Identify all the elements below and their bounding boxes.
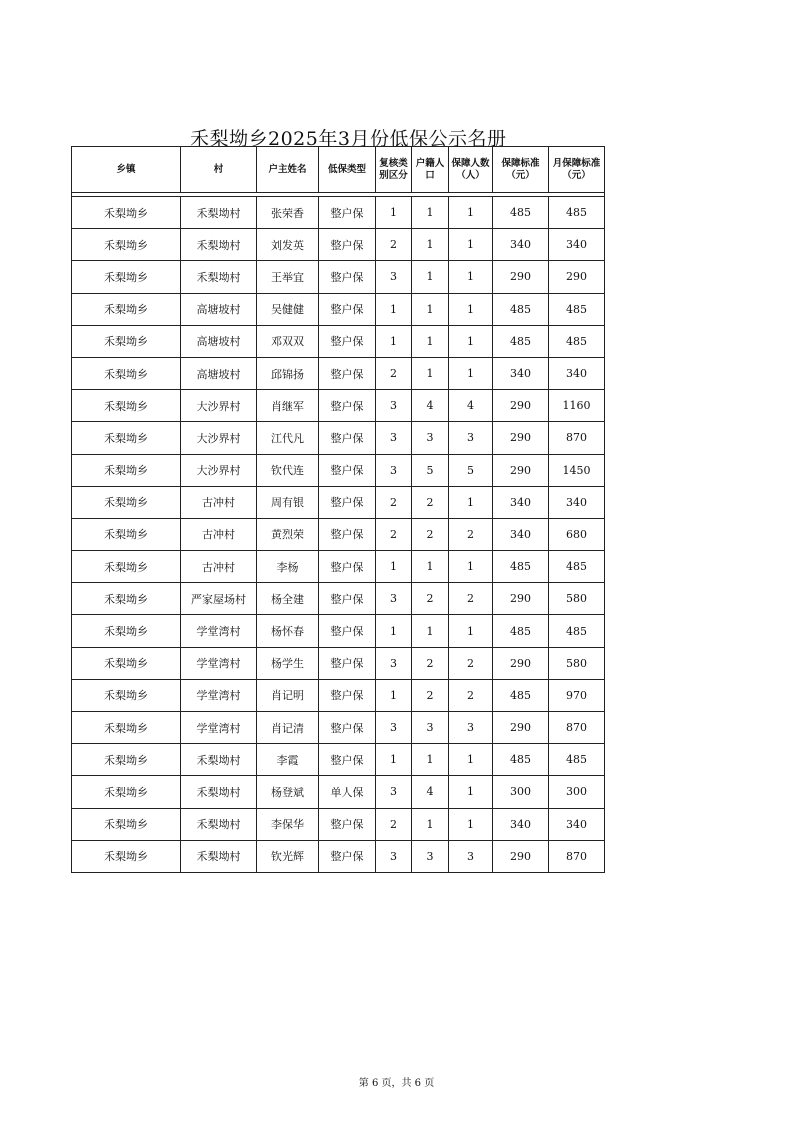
cell-householder-name: 李杨 — [257, 551, 319, 583]
table-row — [72, 390, 605, 422]
cell-covered-persons: 2 — [449, 518, 493, 550]
cell-benefit-standard: 340 — [493, 518, 549, 550]
cell-householder-name: 钦代连 — [257, 454, 319, 486]
cell-benefit-type: 整户保 — [319, 615, 376, 647]
cell-registered-population: 2 — [412, 518, 449, 550]
cell-benefit-standard: 290 — [493, 390, 549, 422]
cell-review-category: 2 — [376, 486, 412, 518]
cell-monthly-benefit: 870 — [549, 422, 605, 454]
cell-householder-name: 钦光辉 — [257, 840, 319, 872]
cell-township: 禾梨坳乡 — [72, 390, 181, 422]
cell-village: 高塘坡村 — [181, 357, 257, 389]
cell-benefit-type: 整户保 — [319, 261, 376, 293]
cell-monthly-benefit: 485 — [549, 744, 605, 776]
cell-monthly-benefit: 485 — [549, 293, 605, 325]
cell-covered-persons: 1 — [449, 325, 493, 357]
cell-village: 古冲村 — [181, 551, 257, 583]
cell-benefit-type: 整户保 — [319, 647, 376, 679]
header-review-category: 复核类别区分 — [376, 147, 412, 193]
cell-householder-name: 周有银 — [257, 486, 319, 518]
cell-registered-population: 3 — [412, 422, 449, 454]
cell-village: 学堂湾村 — [181, 647, 257, 679]
cell-covered-persons: 1 — [449, 261, 493, 293]
cell-registered-population: 2 — [412, 486, 449, 518]
header-benefit-type: 低保类型 — [319, 147, 376, 193]
cell-township: 禾梨坳乡 — [72, 518, 181, 550]
cell-monthly-benefit: 870 — [549, 840, 605, 872]
table-row — [72, 679, 605, 711]
cell-benefit-standard: 340 — [493, 808, 549, 840]
cell-covered-persons: 1 — [449, 744, 493, 776]
cell-benefit-type: 整户保 — [319, 551, 376, 583]
table-row — [72, 840, 605, 872]
cell-review-category: 1 — [376, 679, 412, 711]
cell-benefit-type: 整户保 — [319, 486, 376, 518]
cell-householder-name: 张荣香 — [257, 197, 319, 229]
cell-householder-name: 肖记明 — [257, 679, 319, 711]
cell-township: 禾梨坳乡 — [72, 615, 181, 647]
cell-householder-name: 邱锦扬 — [257, 357, 319, 389]
cell-householder-name: 李保华 — [257, 808, 319, 840]
cell-review-category: 3 — [376, 261, 412, 293]
cell-benefit-type: 整户保 — [319, 518, 376, 550]
cell-registered-population: 4 — [412, 390, 449, 422]
cell-householder-name: 黄烈荣 — [257, 518, 319, 550]
cell-monthly-benefit: 340 — [549, 229, 605, 261]
header-covered-persons: 保障人数（人） — [449, 147, 493, 193]
cell-householder-name: 肖记清 — [257, 712, 319, 744]
cell-township: 禾梨坳乡 — [72, 229, 181, 261]
table-row — [72, 454, 605, 486]
cell-monthly-benefit: 340 — [549, 357, 605, 389]
cell-covered-persons: 1 — [449, 293, 493, 325]
page-footer: 第 6 页，共 6 页 — [358, 1078, 435, 1089]
header-monthly-benefit: 月保障标准（元） — [549, 147, 605, 193]
table-row — [72, 197, 605, 229]
cell-benefit-standard: 340 — [493, 486, 549, 518]
cell-registered-population: 1 — [412, 808, 449, 840]
cell-review-category: 3 — [376, 647, 412, 679]
cell-covered-persons: 1 — [449, 229, 493, 261]
cell-review-category: 3 — [376, 712, 412, 744]
cell-village: 高塘坡村 — [181, 293, 257, 325]
cell-village: 学堂湾村 — [181, 679, 257, 711]
cell-benefit-type: 整户保 — [319, 390, 376, 422]
cell-benefit-type: 整户保 — [319, 679, 376, 711]
cell-monthly-benefit: 340 — [549, 808, 605, 840]
cell-review-category: 2 — [376, 518, 412, 550]
cell-township: 禾梨坳乡 — [72, 197, 181, 229]
cell-review-category: 3 — [376, 840, 412, 872]
cell-monthly-benefit: 580 — [549, 583, 605, 615]
cell-township: 禾梨坳乡 — [72, 454, 181, 486]
cell-householder-name: 邓双双 — [257, 325, 319, 357]
cell-benefit-type: 单人保 — [319, 776, 376, 808]
cell-covered-persons: 3 — [449, 840, 493, 872]
cell-benefit-standard: 290 — [493, 422, 549, 454]
cell-monthly-benefit: 290 — [549, 261, 605, 293]
cell-benefit-standard: 340 — [493, 357, 549, 389]
cell-registered-population: 4 — [412, 776, 449, 808]
cell-covered-persons: 2 — [449, 647, 493, 679]
cell-benefit-standard: 340 — [493, 229, 549, 261]
cell-householder-name: 杨怀春 — [257, 615, 319, 647]
table-row — [72, 293, 605, 325]
cell-village: 大沙界村 — [181, 390, 257, 422]
table-row — [72, 518, 605, 550]
cell-township: 禾梨坳乡 — [72, 840, 181, 872]
cell-benefit-type: 整户保 — [319, 840, 376, 872]
cell-benefit-standard: 485 — [493, 197, 549, 229]
cell-village: 大沙界村 — [181, 454, 257, 486]
cell-benefit-standard: 485 — [493, 679, 549, 711]
table-row — [72, 261, 605, 293]
cell-village: 禾梨坳村 — [181, 744, 257, 776]
cell-village: 禾梨坳村 — [181, 840, 257, 872]
benefit-roster-table — [71, 146, 605, 873]
cell-benefit-type: 整户保 — [319, 197, 376, 229]
cell-registered-population: 1 — [412, 293, 449, 325]
table-row — [72, 229, 605, 261]
cell-monthly-benefit: 970 — [549, 679, 605, 711]
cell-householder-name: 杨全建 — [257, 583, 319, 615]
cell-benefit-type: 整户保 — [319, 325, 376, 357]
cell-benefit-type: 整户保 — [319, 454, 376, 486]
cell-benefit-standard: 485 — [493, 744, 549, 776]
cell-householder-name: 吴健健 — [257, 293, 319, 325]
cell-village: 禾梨坳村 — [181, 229, 257, 261]
cell-benefit-type: 整户保 — [319, 712, 376, 744]
cell-registered-population: 1 — [412, 325, 449, 357]
cell-householder-name: 王举宜 — [257, 261, 319, 293]
cell-householder-name: 杨登斌 — [257, 776, 319, 808]
cell-benefit-standard: 290 — [493, 583, 549, 615]
cell-review-category: 2 — [376, 229, 412, 261]
cell-review-category: 1 — [376, 744, 412, 776]
cell-householder-name: 刘发英 — [257, 229, 319, 261]
cell-covered-persons: 2 — [449, 583, 493, 615]
table-row — [72, 583, 605, 615]
cell-benefit-standard: 485 — [493, 551, 549, 583]
cell-benefit-type: 整户保 — [319, 293, 376, 325]
document-title: 禾梨坳乡2025年3月份低保公示名册 — [190, 128, 507, 150]
cell-benefit-type: 整户保 — [319, 744, 376, 776]
cell-registered-population: 2 — [412, 583, 449, 615]
cell-township: 禾梨坳乡 — [72, 293, 181, 325]
cell-village: 禾梨坳村 — [181, 808, 257, 840]
cell-review-category: 3 — [376, 422, 412, 454]
cell-covered-persons: 1 — [449, 808, 493, 840]
cell-covered-persons: 4 — [449, 390, 493, 422]
cell-township: 禾梨坳乡 — [72, 583, 181, 615]
header-benefit-standard: 保障标准（元） — [493, 147, 549, 193]
cell-review-category: 3 — [376, 776, 412, 808]
cell-benefit-standard: 290 — [493, 647, 549, 679]
cell-township: 禾梨坳乡 — [72, 551, 181, 583]
table-row — [72, 325, 605, 357]
table-row — [72, 776, 605, 808]
header-householder-name: 户主姓名 — [257, 147, 319, 193]
cell-monthly-benefit: 1450 — [549, 454, 605, 486]
cell-covered-persons: 3 — [449, 712, 493, 744]
cell-householder-name: 肖继军 — [257, 390, 319, 422]
cell-village: 禾梨坳村 — [181, 261, 257, 293]
cell-township: 禾梨坳乡 — [72, 744, 181, 776]
cell-registered-population: 1 — [412, 197, 449, 229]
cell-review-category: 2 — [376, 357, 412, 389]
cell-covered-persons: 1 — [449, 551, 493, 583]
cell-monthly-benefit: 485 — [549, 325, 605, 357]
cell-township: 禾梨坳乡 — [72, 261, 181, 293]
cell-covered-persons: 1 — [449, 776, 493, 808]
cell-review-category: 2 — [376, 808, 412, 840]
cell-registered-population: 1 — [412, 357, 449, 389]
table-row — [72, 551, 605, 583]
cell-covered-persons: 1 — [449, 615, 493, 647]
cell-covered-persons: 1 — [449, 486, 493, 518]
cell-monthly-benefit: 1160 — [549, 390, 605, 422]
cell-review-category: 1 — [376, 615, 412, 647]
cell-township: 禾梨坳乡 — [72, 357, 181, 389]
cell-registered-population: 3 — [412, 840, 449, 872]
cell-review-category: 3 — [376, 583, 412, 615]
header-village: 村 — [181, 147, 257, 193]
cell-monthly-benefit: 680 — [549, 518, 605, 550]
header-registered-population: 户籍人口 — [412, 147, 449, 193]
cell-householder-name: 江代凡 — [257, 422, 319, 454]
table-row — [72, 808, 605, 840]
cell-benefit-standard: 485 — [493, 325, 549, 357]
cell-monthly-benefit: 485 — [549, 615, 605, 647]
cell-householder-name: 杨学生 — [257, 647, 319, 679]
cell-township: 禾梨坳乡 — [72, 422, 181, 454]
cell-registered-population: 1 — [412, 551, 449, 583]
cell-township: 禾梨坳乡 — [72, 679, 181, 711]
cell-village: 禾梨坳村 — [181, 197, 257, 229]
table-row — [72, 647, 605, 679]
cell-covered-persons: 5 — [449, 454, 493, 486]
cell-registered-population: 1 — [412, 229, 449, 261]
cell-registered-population: 1 — [412, 615, 449, 647]
cell-monthly-benefit: 485 — [549, 197, 605, 229]
cell-township: 禾梨坳乡 — [72, 808, 181, 840]
cell-review-category: 1 — [376, 551, 412, 583]
table-row — [72, 422, 605, 454]
cell-benefit-standard: 290 — [493, 712, 549, 744]
table-row — [72, 712, 605, 744]
cell-benefit-standard: 485 — [493, 615, 549, 647]
cell-covered-persons: 1 — [449, 197, 493, 229]
cell-registered-population: 2 — [412, 679, 449, 711]
cell-village: 禾梨坳村 — [181, 776, 257, 808]
cell-benefit-standard: 300 — [493, 776, 549, 808]
table-row — [72, 486, 605, 518]
cell-village: 大沙界村 — [181, 422, 257, 454]
cell-monthly-benefit: 580 — [549, 647, 605, 679]
cell-township: 禾梨坳乡 — [72, 776, 181, 808]
cell-registered-population: 3 — [412, 712, 449, 744]
cell-benefit-standard: 485 — [493, 293, 549, 325]
cell-covered-persons: 1 — [449, 357, 493, 389]
table-row — [72, 744, 605, 776]
cell-registered-population: 5 — [412, 454, 449, 486]
cell-benefit-type: 整户保 — [319, 583, 376, 615]
cell-township: 禾梨坳乡 — [72, 712, 181, 744]
cell-township: 禾梨坳乡 — [72, 647, 181, 679]
cell-monthly-benefit: 300 — [549, 776, 605, 808]
cell-registered-population: 1 — [412, 261, 449, 293]
cell-review-category: 1 — [376, 325, 412, 357]
cell-covered-persons: 2 — [449, 679, 493, 711]
header-township: 乡镇 — [72, 147, 181, 193]
cell-review-category: 1 — [376, 197, 412, 229]
cell-benefit-type: 整户保 — [319, 422, 376, 454]
cell-review-category: 3 — [376, 454, 412, 486]
cell-householder-name: 李霞 — [257, 744, 319, 776]
cell-registered-population: 1 — [412, 744, 449, 776]
cell-village: 古冲村 — [181, 486, 257, 518]
cell-covered-persons: 3 — [449, 422, 493, 454]
cell-township: 禾梨坳乡 — [72, 325, 181, 357]
cell-village: 严家屋场村 — [181, 583, 257, 615]
cell-monthly-benefit: 870 — [549, 712, 605, 744]
cell-village: 学堂湾村 — [181, 712, 257, 744]
cell-benefit-standard: 290 — [493, 840, 549, 872]
cell-benefit-type: 整户保 — [319, 229, 376, 261]
table-header-row — [72, 147, 605, 193]
cell-benefit-type: 整户保 — [319, 357, 376, 389]
cell-monthly-benefit: 340 — [549, 486, 605, 518]
cell-village: 学堂湾村 — [181, 615, 257, 647]
cell-review-category: 3 — [376, 390, 412, 422]
cell-benefit-standard: 290 — [493, 261, 549, 293]
cell-village: 古冲村 — [181, 518, 257, 550]
cell-review-category: 1 — [376, 293, 412, 325]
cell-registered-population: 2 — [412, 647, 449, 679]
cell-benefit-standard: 290 — [493, 454, 549, 486]
cell-monthly-benefit: 485 — [549, 551, 605, 583]
cell-village: 高塘坡村 — [181, 325, 257, 357]
cell-benefit-type: 整户保 — [319, 808, 376, 840]
cell-township: 禾梨坳乡 — [72, 486, 181, 518]
table-row — [72, 357, 605, 389]
table-row — [72, 615, 605, 647]
